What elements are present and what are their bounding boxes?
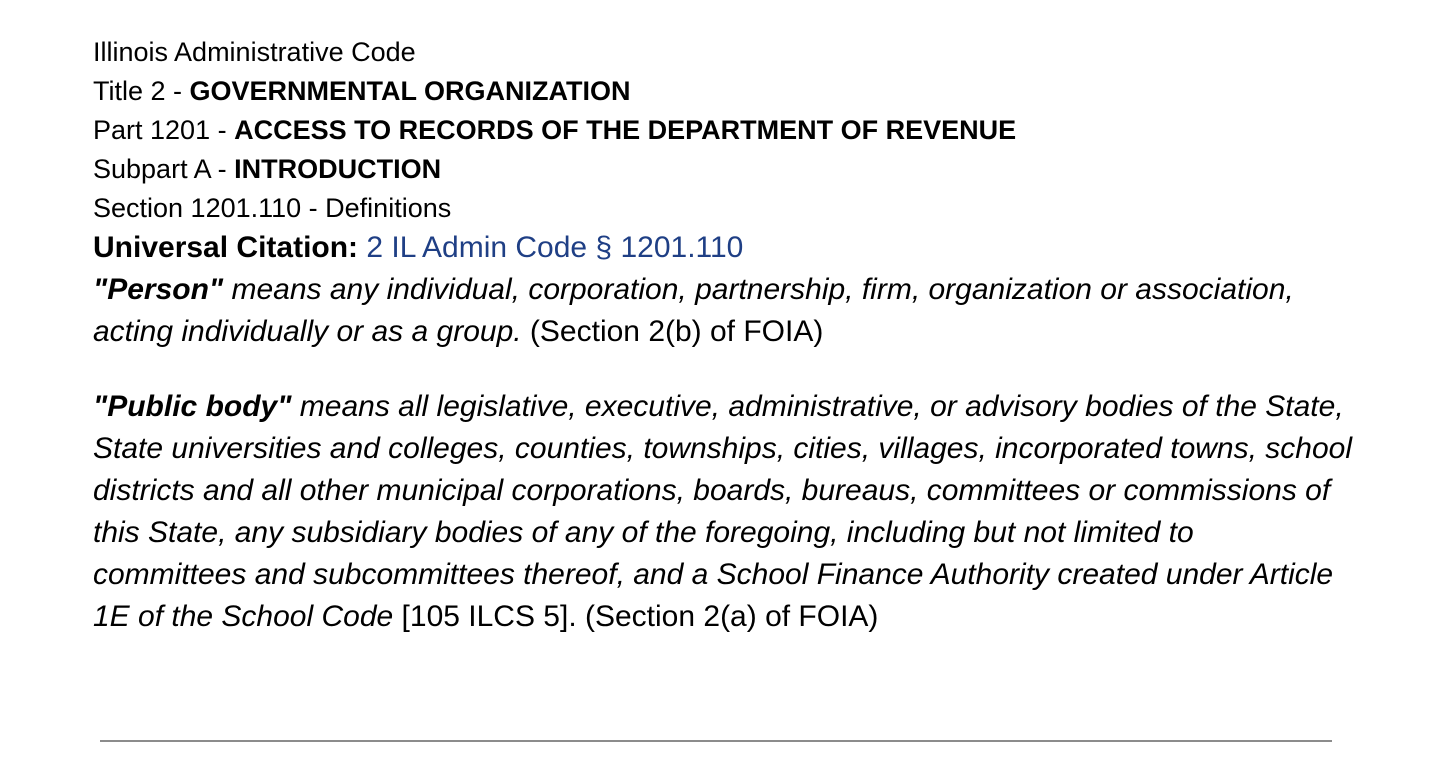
breadcrumb-section xyxy=(93,189,1016,228)
definition-source: [105 ILCS 5]. (Section 2(a) of FOIA) xyxy=(393,600,879,633)
breadcrumb-part-name: ACCESS TO RECORDS OF THE DEPARTMENT OF REVENUE xyxy=(234,115,1017,145)
breadcrumb-subpart-prefix: Subpart A - xyxy=(93,154,235,184)
definition-person xyxy=(93,269,1353,353)
breadcrumb-subpart-name: INTRODUCTION xyxy=(234,154,442,184)
definition-source: (Section 2(b) of FOIA) xyxy=(521,315,824,348)
breadcrumb-part-prefix: Part 1201 - xyxy=(93,115,235,145)
definition-term: "Person" xyxy=(93,273,224,306)
breadcrumb-code-label: Illinois Administrative Code xyxy=(93,37,416,67)
citation-label: Universal Citation: xyxy=(93,231,359,264)
breadcrumb-subpart xyxy=(93,150,1016,189)
breadcrumb-title xyxy=(93,72,1016,111)
definition-public-body xyxy=(93,386,1353,638)
breadcrumb-title-name: GOVERNMENTAL ORGANIZATION xyxy=(189,76,631,106)
universal-citation xyxy=(93,228,743,268)
horizontal-divider xyxy=(100,740,1332,742)
breadcrumb-title-prefix: Title 2 - xyxy=(93,76,190,106)
definition-term: "Public body" xyxy=(93,390,292,423)
definition-text: means any individual, corporation, partnership, firm, organization or association, acting individually or as a group. xyxy=(93,273,1294,348)
breadcrumb-code xyxy=(93,33,1016,72)
breadcrumb-part xyxy=(93,111,1016,150)
citation-link[interactable]: 2 IL Admin Code § 1201.110 xyxy=(366,231,744,264)
breadcrumb-section-label: Section 1201.110 - Definitions xyxy=(93,193,452,223)
breadcrumb xyxy=(93,33,1016,228)
definition-text: means all legislative, executive, administrative, or advisory bodies of the State, State universities and colleges, counties, townships, cities, villages, incorporated towns, school districts and all other municipal corporations, boards, bureaus, committees or commissions of this State, any subsidiary bodies of any of the foregoing, including but not limited to committees and subcommittees thereof, and a School Finance Authority created under Article 1E of the School Code xyxy=(93,390,1352,633)
